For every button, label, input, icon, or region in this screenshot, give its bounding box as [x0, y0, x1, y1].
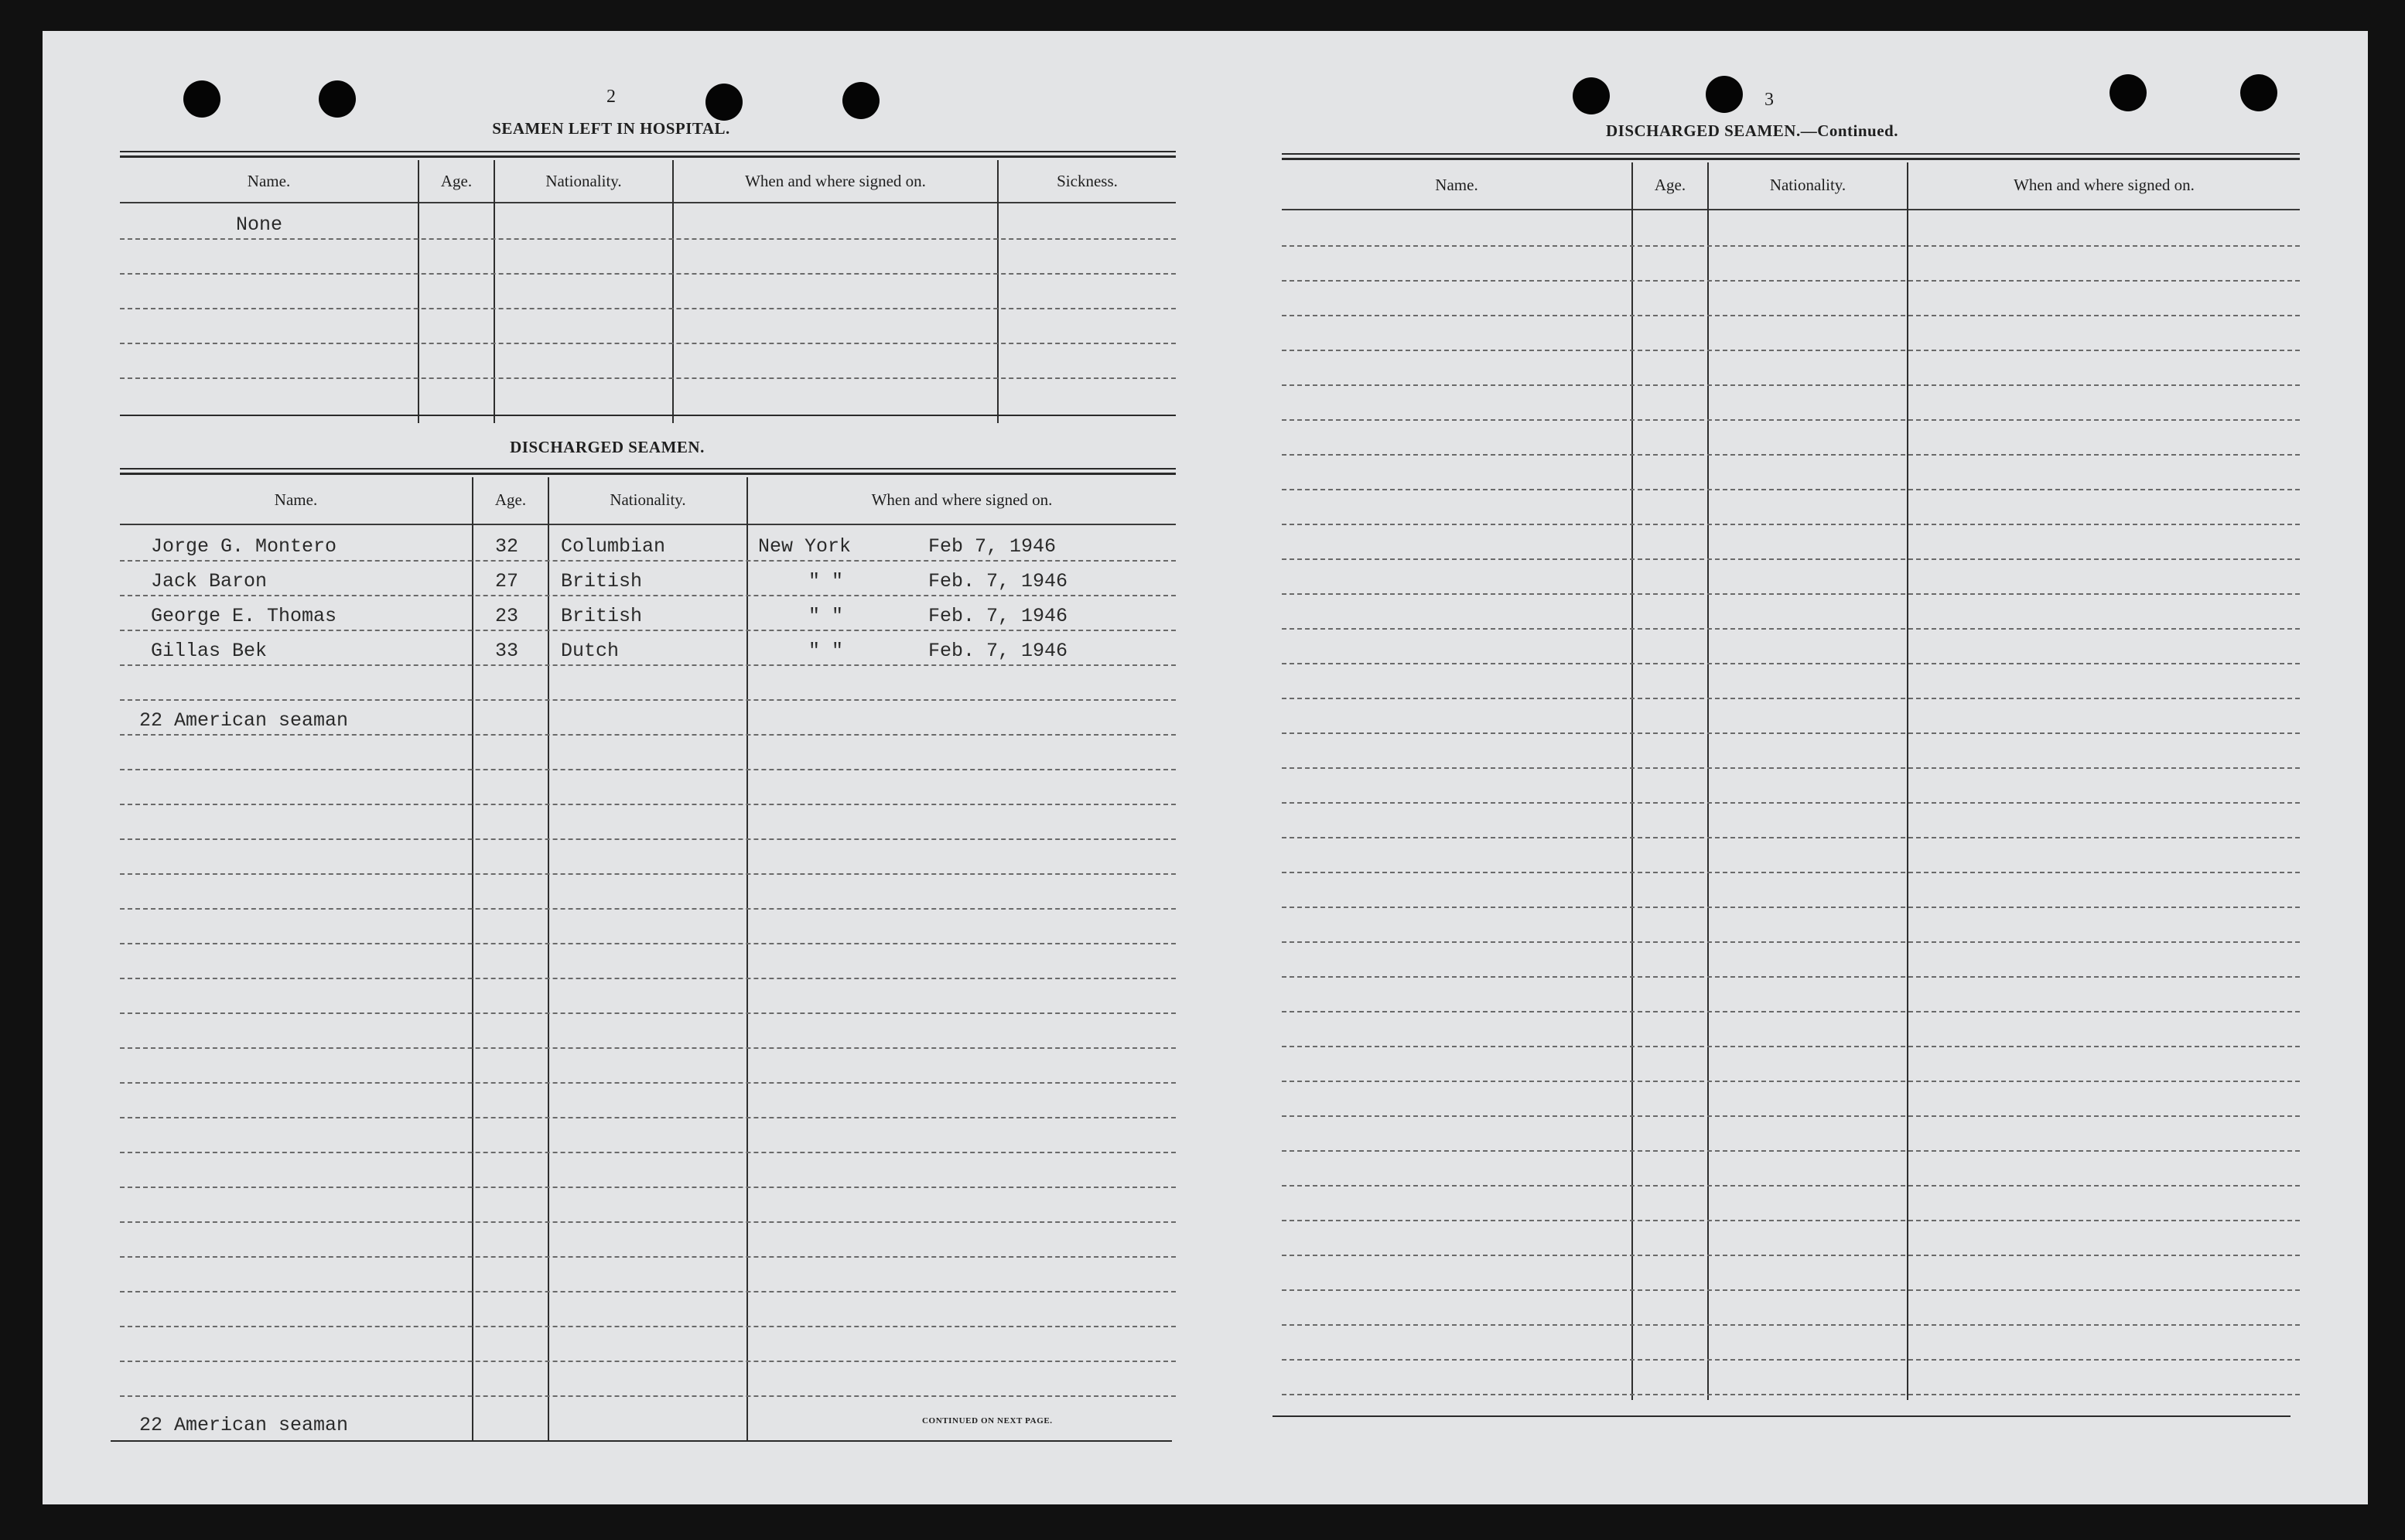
- cell-nationality: Columbian: [561, 535, 666, 558]
- column-header-name: Name.: [1435, 175, 1478, 194]
- table-row: [1282, 384, 2300, 421]
- punch-hole: [2240, 74, 2277, 111]
- table-row: [1282, 732, 2300, 769]
- table-row: [1282, 489, 2300, 525]
- table-footer-rule: [111, 1440, 1172, 1442]
- continued-note: CONTINUED ON NEXT PAGE.: [922, 1416, 1053, 1426]
- punch-hole: [1573, 77, 1610, 114]
- table-row: [120, 630, 1176, 666]
- table-row: [120, 908, 1176, 944]
- column-header-signed-on: When and where signed on.: [745, 171, 926, 190]
- table-row: [120, 343, 1176, 379]
- table-row: [1282, 524, 2300, 560]
- title-suffix: —Continued.: [1800, 121, 1898, 140]
- discharged-continued-header: [1282, 162, 2300, 207]
- table-row: [120, 1221, 1176, 1258]
- page-number: 2: [606, 87, 616, 107]
- table-row: [120, 1291, 1176, 1327]
- table-row: [1282, 941, 2300, 978]
- cell-footer-name: 22 American seaman: [139, 1414, 349, 1436]
- table-row: [120, 595, 1176, 631]
- page-number: 3: [1764, 90, 1774, 110]
- cell-name: Jack Baron: [151, 570, 268, 592]
- column-header-nationality: Nationality.: [545, 171, 622, 190]
- table-row: [1282, 837, 2300, 873]
- column-header-age: Age.: [494, 490, 527, 509]
- table-row: [120, 1117, 1176, 1153]
- table-row: [1282, 1289, 2300, 1326]
- table-row: [1282, 976, 2300, 1012]
- column-header-name: Name.: [274, 490, 318, 509]
- table-row: [1282, 1324, 2300, 1361]
- cell-date: Feb 7, 1946: [928, 535, 1057, 558]
- column-header-age: Age.: [1654, 175, 1686, 194]
- cell-place: " ": [808, 605, 844, 627]
- table-row: [1282, 907, 2300, 943]
- cell-place: " ": [808, 570, 844, 592]
- cell-date: Feb. 7, 1946: [928, 570, 1068, 592]
- table-row: [1282, 698, 2300, 734]
- punch-hole: [1706, 76, 1743, 113]
- punch-hole: [842, 82, 880, 119]
- table-row: [1282, 593, 2300, 630]
- table-row: [1282, 419, 2300, 456]
- table-row: [1282, 1046, 2300, 1082]
- cell-name: Gillas Bek: [151, 640, 268, 662]
- hospital-table-header: [120, 160, 1176, 202]
- table-row: [1282, 1011, 2300, 1047]
- table-row: [120, 273, 1176, 309]
- column-header-signed-on: When and where signed on.: [871, 490, 1053, 509]
- column-header-signed-on: When and where signed on.: [2014, 175, 2195, 194]
- table-row: [1282, 1115, 2300, 1152]
- cell-place: " ": [808, 640, 844, 662]
- table-row: [1282, 280, 2300, 316]
- table-row: [120, 699, 1176, 736]
- table-row: [1282, 872, 2300, 908]
- table-row: [1282, 1150, 2300, 1187]
- punch-hole: [319, 80, 356, 118]
- cell-name: George E. Thomas: [151, 605, 337, 627]
- column-header-age: Age.: [440, 171, 473, 190]
- table-row: [1282, 1185, 2300, 1221]
- cell-age: 27: [495, 570, 519, 592]
- table-row: [120, 1187, 1176, 1223]
- cell-nationality: Dutch: [561, 640, 620, 662]
- table-row: [120, 769, 1176, 805]
- table-row: [120, 873, 1176, 910]
- table-row: [1282, 558, 2300, 595]
- table-row: [120, 1256, 1176, 1292]
- table-row: [120, 238, 1176, 275]
- punch-hole: [705, 84, 743, 121]
- table-row: [120, 943, 1176, 979]
- punch-hole: [2109, 74, 2147, 111]
- table-row: [1282, 245, 2300, 282]
- table-row: [120, 1047, 1176, 1084]
- table-row: [1282, 210, 2300, 247]
- column-header-sickness: Sickness.: [1057, 171, 1118, 190]
- column-header-name: Name.: [247, 171, 291, 190]
- table-row: [120, 560, 1176, 596]
- table-row: [1282, 454, 2300, 490]
- discharged-continued-title: [1590, 121, 1915, 141]
- punch-hole: [183, 80, 220, 118]
- column-header-nationality: Nationality.: [1769, 175, 1846, 194]
- cell-age: 33: [495, 640, 519, 662]
- cell-date: Feb. 7, 1946: [928, 605, 1068, 627]
- hospital-table: [120, 151, 1176, 423]
- table-row: [1282, 663, 2300, 699]
- table-row: [120, 1326, 1176, 1362]
- cell-name: 22 American seaman: [139, 709, 349, 732]
- table-row: [120, 1361, 1176, 1397]
- cell-nationality: British: [561, 605, 643, 627]
- table-row: [120, 525, 1176, 562]
- column-header-nationality: Nationality.: [610, 490, 686, 509]
- table-row: [120, 1082, 1176, 1118]
- cell-place: New York: [758, 535, 852, 558]
- table-row: [120, 308, 1176, 344]
- table-row: [1282, 767, 2300, 804]
- hospital-section-title: SEAMEN LEFT IN HOSPITAL.: [492, 119, 730, 138]
- table-row: [120, 838, 1176, 875]
- table-footer-rule: [1273, 1415, 2291, 1417]
- cell-nationality: British: [561, 570, 643, 592]
- table-row: [120, 734, 1176, 770]
- table-row: [120, 1152, 1176, 1188]
- title-text: DISCHARGED SEAMEN.: [1606, 121, 1801, 140]
- discharged-section-title: DISCHARGED SEAMEN.: [510, 438, 705, 456]
- table-row: [120, 664, 1176, 701]
- discharged-table: [120, 468, 1176, 1456]
- table-row: [1282, 1220, 2300, 1256]
- table-row: [1282, 315, 2300, 351]
- cell-age: 32: [495, 535, 519, 558]
- table-row: [1282, 628, 2300, 664]
- table-row: [120, 203, 1176, 240]
- table-row: [120, 377, 1176, 416]
- table-row: [1282, 1081, 2300, 1117]
- discharged-continued-table: [1282, 153, 2300, 1414]
- table-row: [1282, 802, 2300, 838]
- cell-date: Feb. 7, 1946: [928, 640, 1068, 662]
- table-row: [1282, 1359, 2300, 1395]
- cell-name: None: [236, 213, 283, 236]
- table-row: [120, 1012, 1176, 1049]
- table-row: [120, 978, 1176, 1014]
- table-row: [1282, 350, 2300, 386]
- document-sheet: [43, 31, 2368, 1504]
- discharged-table-header: [120, 477, 1176, 522]
- cell-name: Jorge G. Montero: [151, 535, 337, 558]
- table-row: [1282, 1255, 2300, 1291]
- cell-age: 23: [495, 605, 519, 627]
- table-row: [120, 804, 1176, 840]
